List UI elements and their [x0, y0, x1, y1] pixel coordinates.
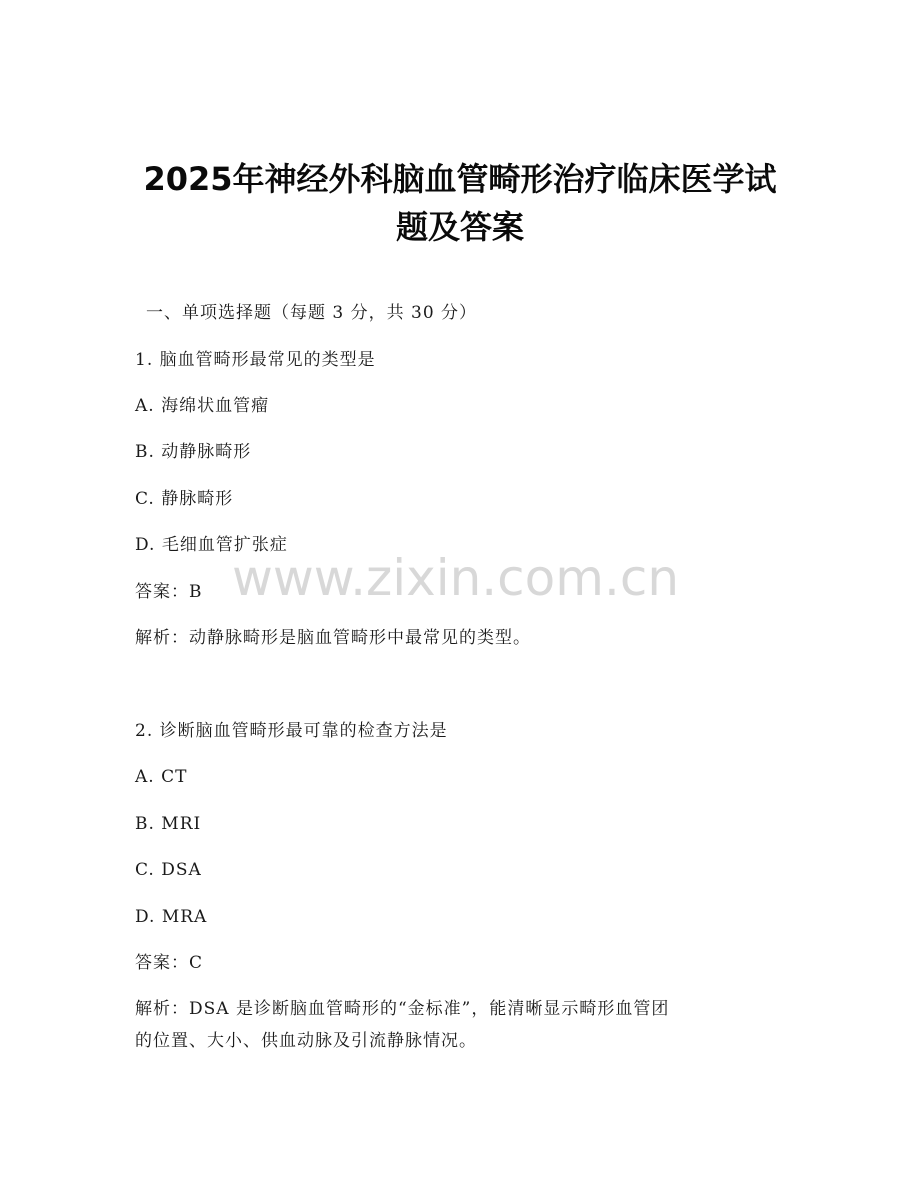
question-2-option-a: A. CT [135, 767, 188, 787]
question-2-option-b: B. MRI [135, 814, 202, 834]
question-2-option-d: D. MRA [135, 907, 208, 927]
question-1-option-d: D. 毛细血管扩张症 [135, 535, 288, 555]
question-1-answer: 答案：B [135, 582, 203, 602]
question-1-option-c: C. 静脉畸形 [135, 489, 234, 509]
question-1-option-a: A. 海绵状血管瘤 [135, 396, 270, 416]
question-2-option-c: C. DSA [135, 860, 202, 880]
question-1-stem: 1. 脑血管畸形最常见的类型是 [135, 350, 376, 370]
question-2-analysis-line-2: 的位置、大小、供血动脉及引流静脉情况。 [135, 1031, 477, 1051]
document-title-line-2: 题及答案 [395, 208, 524, 246]
watermark: www.zixin.com.cn [232, 549, 680, 607]
question-2-answer: 答案：C [135, 953, 204, 973]
question-1-option-b: B. 动静脉畸形 [135, 442, 252, 462]
section-heading: 一、单项选择题（每题 3 分，共 30 分） [146, 303, 478, 323]
question-2-stem: 2. 诊断脑血管畸形最可靠的检查方法是 [135, 721, 448, 741]
question-1-analysis: 解析：动静脉畸形是脑血管畸形中最常见的类型。 [135, 628, 531, 648]
document-title-line-1: 2025年神经外科脑血管畸形治疗临床医学试 [143, 160, 777, 198]
question-2-analysis-line-1: 解析：DSA 是诊断脑血管畸形的“金标准”，能清晰显示畸形血管团 [135, 999, 670, 1019]
